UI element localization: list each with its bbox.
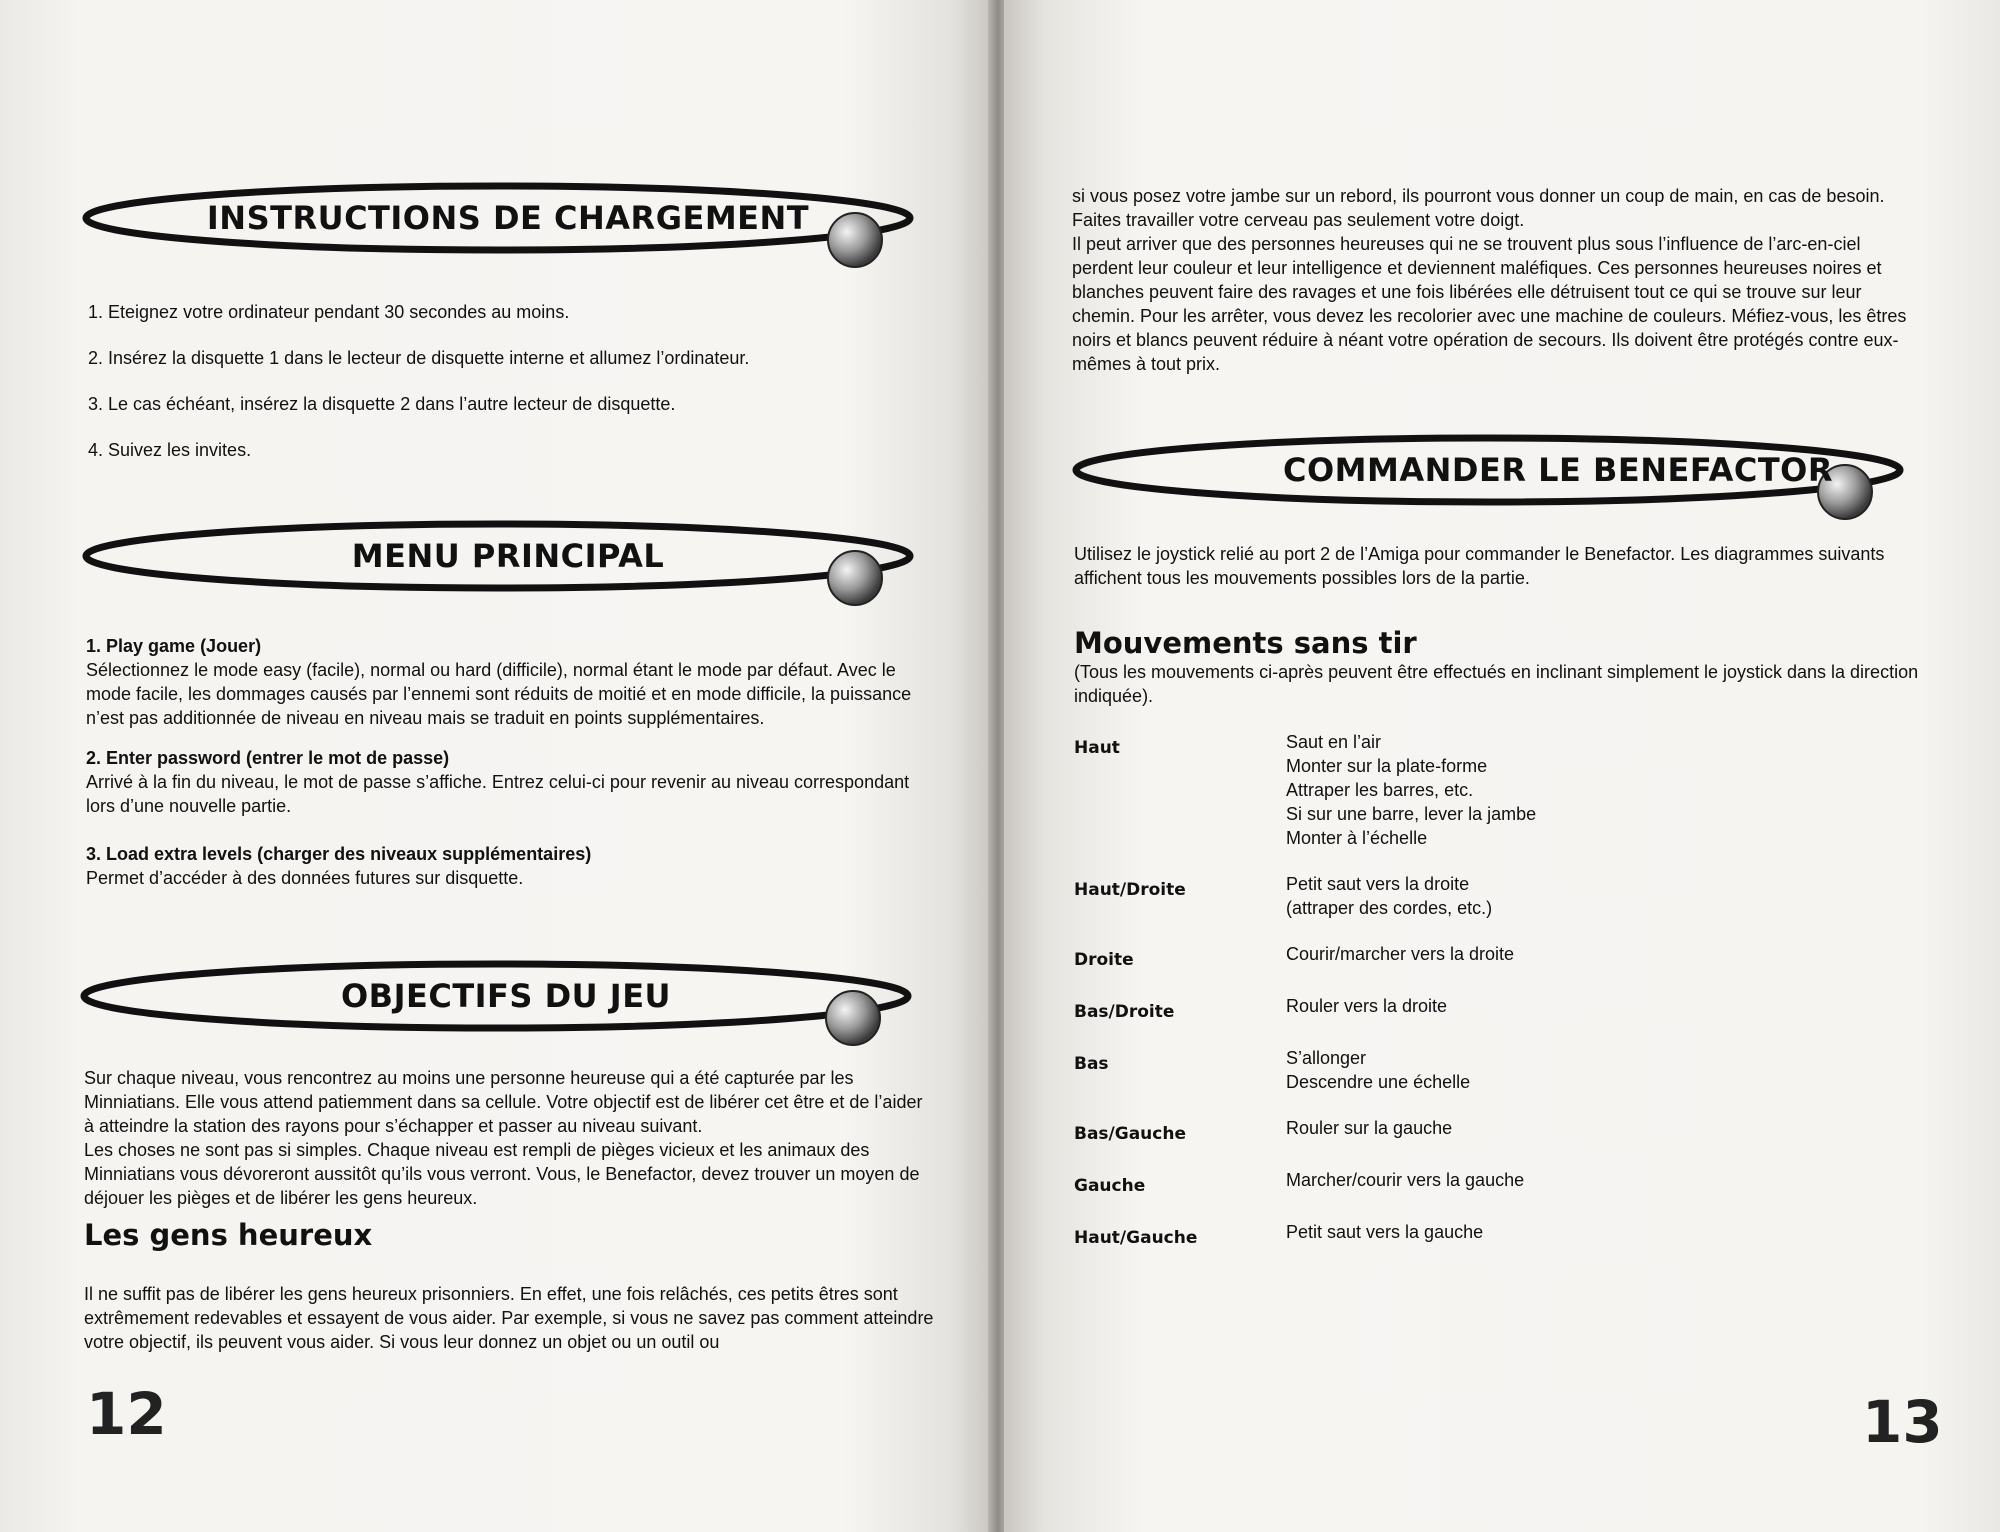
move-direction: Bas/Droite bbox=[1074, 1002, 1175, 1022]
table-row bbox=[1074, 994, 1934, 1024]
move-actions bbox=[1286, 994, 1934, 1024]
banner-title: OBJECTIFS DU JEU bbox=[340, 977, 672, 1015]
subhead-moves: Mouvements sans tir bbox=[1074, 626, 1417, 660]
move-action: (attraper des cordes, etc.) bbox=[1286, 898, 1493, 918]
banner-game-objectives bbox=[76, 946, 936, 1046]
move-action: Descendre une échelle bbox=[1286, 1072, 1471, 1092]
paragraph: Il peut arriver que des personnes heureuses qui ne se trouvent plus sous l’influence de l’arc-en-ciel perdent leur couleur et leur intelligence et deviennent maléfiques. Ces personnes heureuses noires et blanches peuvent faire des ravages et une fois libérées elle détruisent tout ce qui se trouve sur leur chemin. Pour les arrêter, vous devez les recolorier avec une machine de couleurs. Méfiez-vous, les êtres noirs et blancs peuvent réduire à néant votre opération de secours. Ils doivent être protégés contre eux-mêmes à tout prix. bbox=[1072, 234, 1907, 374]
continued-text bbox=[1072, 184, 1922, 376]
move-action: Attraper les barres, etc. bbox=[1286, 780, 1474, 800]
objectives-text bbox=[84, 1066, 934, 1210]
move-direction: Haut/Gauche bbox=[1074, 1228, 1198, 1248]
move-action: Si sur une barre, lever la jambe bbox=[1286, 804, 1537, 824]
subhead-happy-people: Les gens heureux bbox=[84, 1218, 373, 1252]
move-action: Monter à l’échelle bbox=[1286, 828, 1428, 848]
move-actions bbox=[1286, 872, 1934, 920]
move-actions bbox=[1286, 1046, 1934, 1094]
move-direction: Haut/Droite bbox=[1074, 880, 1186, 900]
right-page bbox=[1004, 0, 2000, 1532]
table-row bbox=[1074, 1116, 1934, 1146]
banner-title: MENU PRINCIPAL bbox=[351, 537, 665, 575]
menu-entry-title: 3. Load extra levels (charger des niveaux supplémentaires) bbox=[86, 844, 592, 864]
menu-entry-text: Sélectionnez le mode easy (facile), normal ou hard (difficile), normal étant le mode par défaut. Avec le mode facile, les dommages causés par l’ennemi sont réduits de moitié et en mode difficile, la puissance n’est pas additionnée de niveau en niveau mais se traduit en points supplémentaires. bbox=[86, 660, 912, 728]
table-row bbox=[1074, 942, 1934, 972]
move-action: Saut en l’air bbox=[1286, 732, 1382, 752]
move-action: Rouler vers la droite bbox=[1286, 996, 1448, 1016]
list-item: 2. Insérez la disquette 1 dans le lecteur de disquette interne et allumez l’ordinateur. bbox=[88, 348, 750, 368]
move-action: Rouler sur la gauche bbox=[1286, 1118, 1453, 1138]
table-row bbox=[1074, 1046, 1934, 1094]
menu-entry-text: Permet d’accéder à des données futures sur disquette. bbox=[86, 868, 524, 888]
list-item: 4. Suivez les invites. bbox=[88, 440, 252, 460]
paragraph: Sur chaque niveau, vous rencontrez au moins une personne heureuse qui a été capturée par les Minniatians. Elle vous attend patiemment dans sa cellule. Votre objectif est de libérer cet être et de l’aider à atteindre la station des rayons pour s’échapper et passer au niveau suivant. bbox=[84, 1068, 923, 1136]
menu-entry bbox=[86, 746, 932, 818]
move-action: S’allonger bbox=[1286, 1048, 1367, 1068]
moves-table bbox=[1074, 730, 1934, 1272]
move-action: Petit saut vers la droite bbox=[1286, 874, 1470, 894]
table-row bbox=[1074, 1220, 1934, 1250]
banner-control bbox=[1068, 420, 1928, 520]
table-row bbox=[1074, 872, 1934, 920]
move-actions bbox=[1286, 730, 1934, 850]
page-number: 12 bbox=[86, 1380, 167, 1448]
list-item: 3. Le cas échéant, insérez la disquette 2 dans l’autre lecteur de disquette. bbox=[88, 394, 676, 414]
move-direction: Bas bbox=[1074, 1054, 1109, 1074]
move-actions bbox=[1286, 1116, 1934, 1146]
menu-entry bbox=[86, 634, 932, 730]
menu-entry-title: 1. Play game (Jouer) bbox=[86, 636, 262, 656]
move-action: Courir/marcher vers la droite bbox=[1286, 944, 1515, 964]
paragraph: si vous posez votre jambe sur un rebord, ils pourront vous donner un coup de main, en cas de besoin. Faites travailler votre cerveau pas seulement votre doigt. bbox=[1072, 186, 1885, 230]
move-actions bbox=[1286, 942, 1934, 972]
menu-entry-text: Arrivé à la fin du niveau, le mot de passe s’affiche. Entrez celui-ci pour revenir au niveau correspondant lors d’une nouvelle partie. bbox=[86, 772, 910, 816]
menu-entry-title: 2. Enter password (entrer le mot de passe) bbox=[86, 748, 450, 768]
move-direction: Haut bbox=[1074, 738, 1120, 758]
list-item: 1. Eteignez votre ordinateur pendant 30 secondes au moins. bbox=[88, 302, 570, 322]
happy-people-text: Il ne suffit pas de libérer les gens heureux prisonniers. En effet, une fois relâchés, ces petits êtres sont extrêmement redevables et essayent de vous aider. Par exemple, si vous ne savez pas comment atteindre votre objectif, ils peuvent vous aider. Si vous leur donnez un objet ou un outil ou bbox=[84, 1284, 934, 1352]
banner-loading-instructions bbox=[78, 168, 938, 268]
move-direction: Gauche bbox=[1074, 1176, 1146, 1196]
menu-entry bbox=[86, 842, 932, 890]
loading-steps-list bbox=[88, 300, 928, 462]
page-number: 13 bbox=[1862, 1388, 1943, 1456]
control-text: Utilisez le joystick relié au port 2 de l’Amiga pour commander le Benefactor. Les diagrammes suivants affichent tous les mouvements possibles lors de la partie. bbox=[1074, 544, 1885, 588]
main-menu-list bbox=[86, 634, 932, 912]
move-actions bbox=[1286, 1220, 1934, 1250]
move-action: Petit saut vers la gauche bbox=[1286, 1222, 1484, 1242]
moves-intro: (Tous les mouvements ci-après peuvent être effectués en inclinant simplement le joystick dans la direction indiquée). bbox=[1074, 662, 1919, 706]
banner-main-menu bbox=[78, 506, 938, 606]
move-action: Marcher/courir vers la gauche bbox=[1286, 1170, 1525, 1190]
table-row bbox=[1074, 1168, 1934, 1198]
banner-title: COMMANDER LE BENEFACTOR bbox=[1282, 451, 1833, 489]
move-actions bbox=[1286, 1168, 1934, 1198]
table-row bbox=[1074, 730, 1934, 850]
move-direction: Bas/Gauche bbox=[1074, 1124, 1186, 1144]
banner-title: INSTRUCTIONS DE CHARGEMENT bbox=[206, 199, 810, 237]
move-direction: Droite bbox=[1074, 950, 1134, 970]
left-page bbox=[0, 0, 992, 1532]
move-action: Monter sur la plate-forme bbox=[1286, 756, 1488, 776]
paragraph: Les choses ne sont pas si simples. Chaque niveau est rempli de pièges vicieux et les animaux des Minniatians vous dévoreront aussitôt qu’ils vous verront. Vous, le Benefactor, devez trouver un moyen de déjouer les pièges et de libérer les gens heureux. bbox=[84, 1140, 920, 1208]
